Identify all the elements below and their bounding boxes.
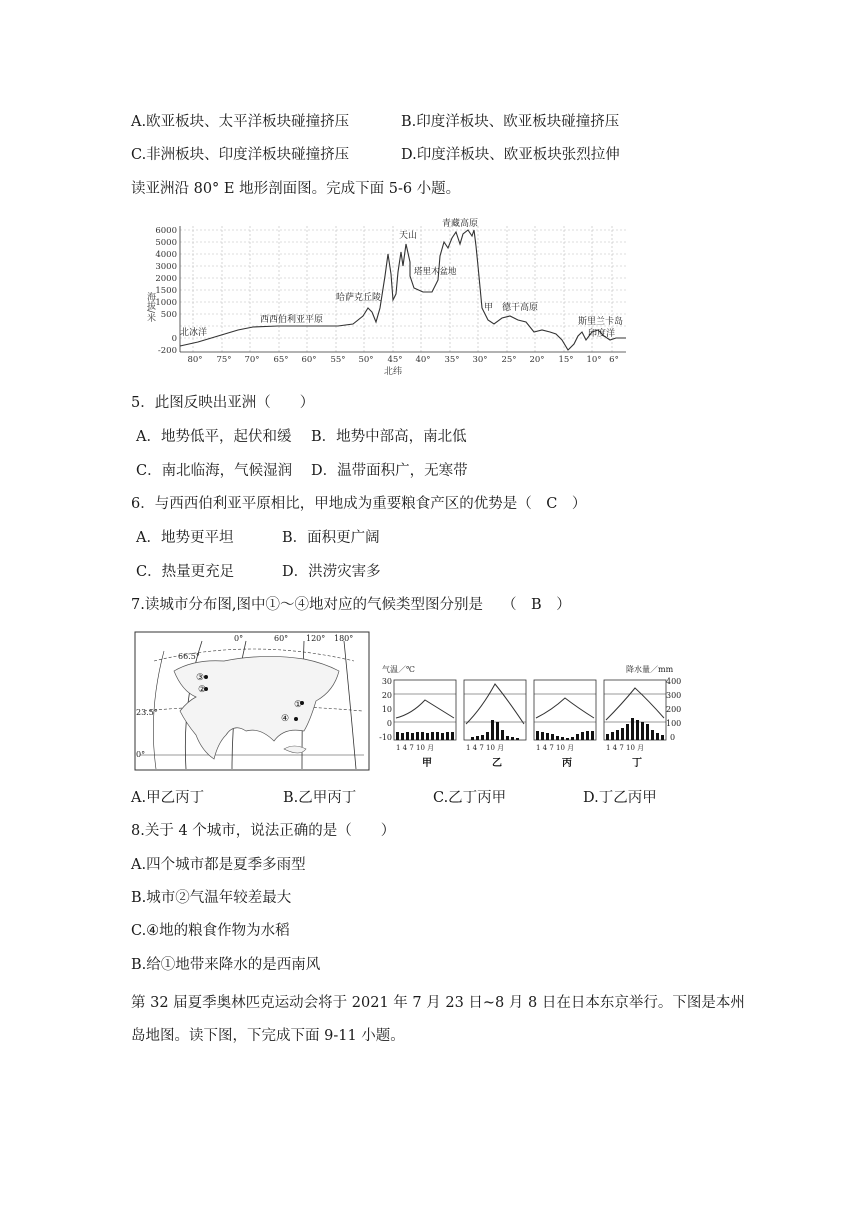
month-ticks: 1 4 7 10 月 bbox=[536, 744, 575, 752]
panel-label-yi: 乙 bbox=[492, 758, 502, 769]
map-lat-235: 23.5° bbox=[136, 708, 158, 717]
x-tick: 55° bbox=[330, 355, 346, 365]
q5-option-d: D．温带面积广，无寒带 bbox=[311, 463, 468, 479]
climate-panel-jia bbox=[394, 680, 456, 769]
y-tick: 1500 bbox=[155, 286, 177, 296]
label-arctic: 北冰洋 bbox=[180, 328, 208, 338]
x-tick: 10° bbox=[586, 355, 602, 365]
map-lon-60: 60° bbox=[274, 634, 289, 643]
precip-tick: 200 bbox=[666, 705, 682, 714]
q8-stem: 8.关于 4 个城市，说法正确的是（ ） bbox=[131, 823, 396, 839]
x-axis-label: 北纬 bbox=[383, 367, 403, 377]
q5-stem: 5．此图反映出亚洲（ ） bbox=[131, 395, 315, 411]
x-tick: 65° bbox=[273, 355, 289, 365]
label-indian: 印度洋 bbox=[588, 329, 616, 339]
panel-label-jia: 甲 bbox=[422, 758, 432, 769]
q8-option-b: B.城市②气温年较差最大 bbox=[131, 890, 292, 906]
passage-line-1: 第 32 届夏季奥林匹克运动会将于 2021 年 7 月 23 日~8 月 8 日在日本东京举行。下图是本州 bbox=[131, 995, 745, 1011]
temp-tick: 0 bbox=[386, 719, 392, 728]
map-lat-0: 0° bbox=[136, 750, 146, 759]
terrain-profile-line bbox=[180, 230, 626, 350]
label-srilanka: 斯里兰卡岛 bbox=[578, 317, 624, 327]
month-ticks: 1 4 7 10 月 bbox=[396, 744, 435, 752]
y-tick: -200 bbox=[157, 346, 177, 356]
x-tick: 60° bbox=[301, 355, 317, 365]
climate-panel-yi bbox=[464, 680, 526, 769]
y-tick: 5000 bbox=[155, 238, 177, 248]
y-tick: 3000 bbox=[155, 262, 177, 272]
q7-option-b: B.乙甲丙丁 bbox=[283, 790, 357, 806]
map-lon-180: 180° bbox=[334, 634, 354, 643]
q4-option-a: A.欧亚板块、太平洋板块碰撞挤压 bbox=[131, 114, 350, 130]
q7-option-d: D.丁乙丙甲 bbox=[583, 790, 657, 806]
temp-tick: -10 bbox=[379, 733, 392, 742]
q8-option-c: C.④地的粮食作物为水稻 bbox=[131, 923, 290, 939]
q5-option-c: C．南北临海，气候湿润 bbox=[136, 463, 293, 479]
x-tick: 45° bbox=[387, 355, 403, 365]
temp-tick: 30 bbox=[381, 677, 392, 686]
q6-stem: 6．与西西伯利亚平原相比，甲地成为重要粮食产区的优势是（ C ） bbox=[131, 496, 587, 512]
label-tarim: 塔里木盆地 bbox=[414, 267, 457, 277]
climate-charts bbox=[378, 660, 684, 772]
temp-tick: 10 bbox=[381, 705, 392, 714]
x-tick: 30° bbox=[472, 355, 488, 365]
x-tick: 35° bbox=[444, 355, 460, 365]
month-ticks: 1 4 7 10 月 bbox=[606, 744, 645, 752]
y-tick: 1000 bbox=[155, 298, 177, 308]
map-city-4: ④ bbox=[281, 714, 290, 724]
intro-5-6: 读亚洲沿 80° E 地形剖面图。完成下面 5-6 小题。 bbox=[131, 181, 461, 197]
y-tick: 2000 bbox=[155, 274, 177, 284]
y-tick: 0 bbox=[171, 334, 177, 344]
terrain-profile-figure bbox=[138, 212, 630, 380]
q5-option-b: B．地势中部高，南北低 bbox=[311, 429, 467, 445]
climate-panel-bing bbox=[534, 680, 596, 769]
month-ticks: 1 4 7 10 月 bbox=[466, 744, 505, 752]
precip-tick: 0 bbox=[670, 733, 676, 742]
q8-option-a: A.四个城市都是夏季多雨型 bbox=[131, 857, 306, 873]
y-tick: 4000 bbox=[155, 250, 177, 260]
x-tick: 50° bbox=[358, 355, 374, 365]
city-distribution-map bbox=[134, 631, 370, 771]
label-tianshan: 天山 bbox=[399, 231, 418, 241]
panel-label-ding: 丁 bbox=[632, 758, 642, 769]
x-tick: 80° bbox=[187, 355, 203, 365]
q7-option-a: A.甲乙丙丁 bbox=[131, 790, 205, 806]
q4-option-b: B.印度洋板块、欧亚板块碰撞挤压 bbox=[401, 114, 620, 130]
q7-stem: 7.读城市分布图,图中①～④地对应的气候类型图分别是 （ B ） bbox=[131, 597, 571, 613]
q4-option-d: D.印度洋板块、欧亚板块张烈拉伸 bbox=[401, 147, 620, 163]
x-tick: 40° bbox=[415, 355, 431, 365]
x-tick: 70° bbox=[244, 355, 260, 365]
temp-axis-label: 气温／℃ bbox=[382, 665, 415, 674]
q6-option-c: C．热量更充足 bbox=[136, 564, 235, 580]
q8-option-d: B.给①地带来降水的是西南风 bbox=[131, 957, 321, 973]
label-qinghai: 青藏高原 bbox=[442, 219, 479, 229]
label-westsib: 西西伯利亚平原 bbox=[260, 315, 324, 325]
q4-option-c: C.非洲板块、印度洋板块碰撞挤压 bbox=[131, 147, 350, 163]
q6-option-a: A．地势更平坦 bbox=[136, 530, 234, 546]
climate-panel-ding bbox=[604, 680, 666, 769]
map-lon-120: 120° bbox=[306, 634, 326, 643]
x-tick: 15° bbox=[558, 355, 574, 365]
q6-option-b: B．面积更广阔 bbox=[282, 530, 380, 546]
precip-tick: 100 bbox=[666, 719, 682, 728]
label-jia: 甲 bbox=[484, 303, 494, 313]
map-lat-665: 66.5° bbox=[178, 652, 200, 661]
y-tick: 500 bbox=[160, 310, 177, 320]
panel-label-bing: 丙 bbox=[562, 758, 572, 769]
x-tick: 25° bbox=[501, 355, 517, 365]
precip-tick: 400 bbox=[666, 677, 682, 686]
precip-axis-label: 降水量／mm bbox=[626, 665, 674, 674]
passage-line-2: 岛地图。读下图，下完成下面 9-11 小题。 bbox=[131, 1028, 405, 1044]
precip-tick: 300 bbox=[666, 691, 682, 700]
temp-tick: 20 bbox=[381, 691, 392, 700]
label-deccan: 德干高原 bbox=[502, 303, 539, 313]
map-city-1: ① bbox=[294, 700, 303, 710]
map-lon-0: 0° bbox=[234, 634, 244, 643]
label-kazakh: 哈萨克丘陵 bbox=[336, 293, 382, 303]
y-tick: 6000 bbox=[155, 226, 177, 236]
x-tick: 20° bbox=[529, 355, 545, 365]
x-tick: 75° bbox=[216, 355, 232, 365]
map-city-3: ③ bbox=[196, 673, 205, 683]
y-axis-label: 海拔/米 bbox=[145, 292, 155, 323]
q5-option-a: A．地势低平，起伏和缓 bbox=[136, 429, 292, 445]
x-tick: 6° bbox=[609, 355, 619, 365]
map-city-2: ② bbox=[198, 685, 207, 695]
q6-option-d: D．洪涝灾害多 bbox=[282, 564, 381, 580]
q7-option-c: C.乙丁丙甲 bbox=[433, 790, 507, 806]
